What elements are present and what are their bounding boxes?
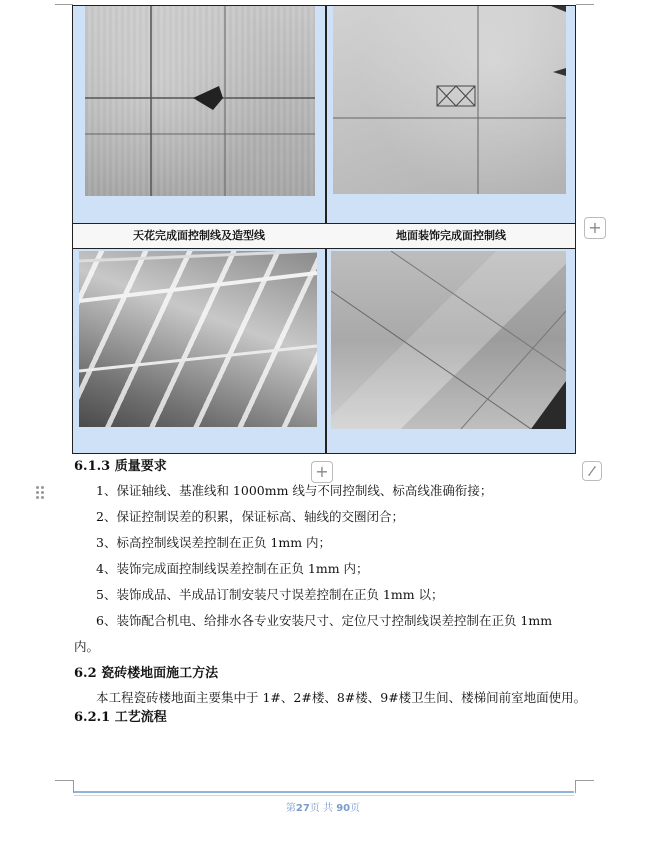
floor-tile-layout-photo (331, 251, 566, 429)
resize-icon (583, 462, 601, 480)
footer-suffix: 页 (350, 803, 361, 814)
add-column-button[interactable]: + (584, 217, 606, 239)
footer-prefix: 第 (285, 803, 296, 814)
quality-item-2: 2、保证控制误差的积累，保证标高、轴线的交圈闭合； (96, 509, 404, 524)
section-62-body: 本工程瓷砖楼地面主要集中于 1#、2#楼、8#楼、9#楼卫生间、楼梯间前室地面使用。 (96, 690, 587, 705)
page-corner-bottom-left (55, 780, 74, 793)
photo-table (72, 5, 576, 454)
quality-item-4: 4、装饰完成面控制线误差控制在正负 1mm 内； (96, 561, 369, 576)
page-corner-top-left (55, 4, 73, 5)
page-corner-top-right (576, 4, 594, 5)
paragraph-drag-handle[interactable] (36, 486, 46, 500)
footer-rule (74, 791, 574, 793)
footer-page-number: 27 (295, 803, 310, 814)
section-62-heading: 6.2 瓷砖楼地面施工方法 (74, 666, 219, 681)
caption-row (73, 223, 575, 249)
table-resize-button[interactable] (582, 461, 602, 481)
add-row-button[interactable]: + (311, 461, 333, 483)
footer-total-pages: 90 (336, 803, 351, 814)
keel-frame-graphic (79, 251, 317, 427)
ceiling-control-line-photo (85, 6, 315, 196)
footer-rule-thin (74, 795, 574, 796)
caption-floor: 地面装饰完成面控制线 (396, 229, 506, 242)
page-corner-bottom-right (575, 780, 594, 793)
ceiling-keel-photo (79, 251, 317, 427)
section-621-heading: 6.2.1 工艺流程 (74, 710, 167, 725)
caption-ceiling: 天花完成面控制线及造型线 (133, 229, 265, 242)
ceiling-lines-graphic (85, 6, 315, 196)
quality-item-5: 5、装饰成品、半成品订制安装尺寸误差控制在正负 1mm 以； (96, 587, 444, 602)
quality-item-1: 1、保证轴线、基准线和 1000mm 线与不同控制线、标高线准确衔接； (96, 483, 493, 498)
page-footer (0, 799, 646, 814)
section-613-heading: 6.1.3 质量要求 (74, 459, 167, 474)
floor-lines-graphic (333, 6, 566, 194)
quality-item-6: 6、装饰配合机电、给排水各专业安装尺寸、定位尺寸控制线误差控制在正负 1mm (96, 613, 553, 628)
floor-control-line-photo (333, 6, 566, 194)
footer-mid: 页 共 (309, 803, 333, 814)
quality-item-3: 3、标高控制线误差控制在正负 1mm 内； (96, 535, 332, 550)
quality-item-6-continuation: 内。 (74, 639, 100, 654)
floor-layout-graphic (331, 251, 566, 429)
